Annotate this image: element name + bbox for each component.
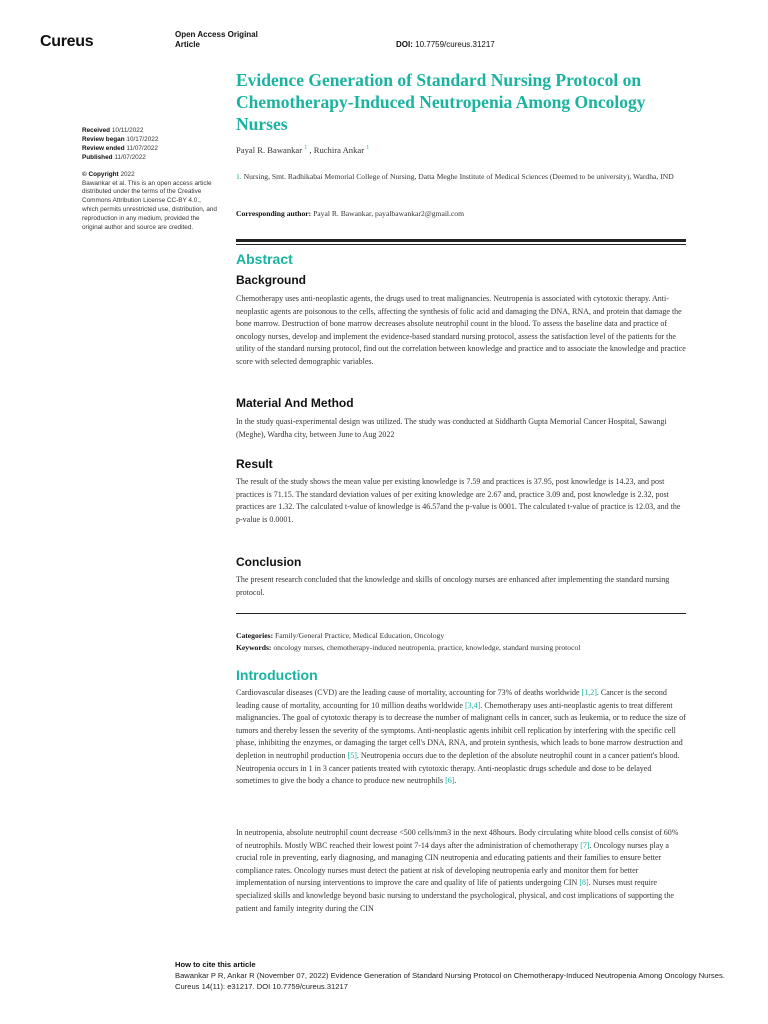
intro-text: Cardiovascular diseases (CVD) are the leading cause of mortality, accounting for 73% of deaths worldwide [236,688,582,697]
how-to-cite [175,960,735,992]
categories-block [236,630,696,653]
intro-text: . [454,776,457,786]
affiliation-marker: 1 [366,145,370,152]
introduction-heading: Introduction [236,667,318,683]
citation-link[interactable]: [3,4] [464,700,481,710]
citation-link[interactable]: [8] [579,878,589,888]
result-heading: Result [236,457,273,471]
intro-text: . Nurses must require specialized skills and knowledge beyond basic nursing to understand the psychological, physical, and cost implications of supporting the patient and family integrity during the CIN [236,878,674,913]
abstract-bottom-rule [236,613,686,614]
background-heading: Background [236,273,307,287]
doi-label: DOI: [396,40,413,49]
published-row [82,154,217,163]
intro-text: . Oncology nurses play a crucial role in preventing, early diagnosing, and managing CIN neutropenia and educating patients and their families to ensure better compliance rates. Oncology nurses must detect the patient at risk of developing neutropenia early and monitor them for better implementation of nursing interventions to improve the care and quality of life of patients undergoing CIN [236,840,669,888]
introduction-paragraph-1 [236,687,686,788]
copyright-label: © Copyright [82,170,119,178]
article-type [175,30,285,50]
review-began-label: Review began [82,135,125,143]
review-began-row [82,136,217,145]
corresponding-label: Corresponding author: [236,209,312,218]
corresponding-value: Payal R. Bawankar, payalbawankar2@gmail.com [311,209,465,218]
intro-text: . Cancer is the second leading cause of mortality, accounting for 10 million deaths worldwide [236,688,667,710]
review-ended-row [82,145,217,154]
author-name[interactable]: Payal R. Bawankar [236,145,303,155]
corresponding-author [236,209,464,218]
received-label: Received [82,127,111,134]
method-heading: Material And Method [236,396,354,410]
background-text: Chemotherapy uses anti-neoplastic agents, the drugs used to treat malignancies. Neutropenia is associated with cytotoxic therapy. Anti-neoplastic agents are poisonous to the cells, affecting the synthesis of folic acid and damaging the DNA, RNA, and protein that damage the bone marrow. Destruction of bone marrow decreases absolute neutrophil count in the blood. To assess the baseline data and practice of oncology nurses, develop and implement the evidence-based standard nursing protocol, assess the satisfaction level of the patients for the utility of the standard nursing protocol, find out the correlation between knowledge and practice and to associate the knowledge and practice score with selected demographic variables. [236,294,686,366]
affiliation [236,171,686,182]
published-label: Published [82,153,113,161]
keywords-label: Keywords: [236,642,272,652]
article-type-line1: Open Access Original [175,30,258,39]
how-to-cite-heading: How to cite this article [175,960,256,969]
abstract-top-rule-thin [236,244,686,245]
article-history-sidebar [82,127,217,233]
result-text: The result of the study shows the mean value per existing knowledge is 7.59 and practices is 37.95, post knowledge is 14.23, and post practices is 71.15. The standard deviation values of per exiting knowledge are 2.67 and, practice 3.09 and, post knowledge is 2.32, post practices are 1.32. The calculated t-value of knowledge is 46.57and the p-value is 0001. The calculated t-value of practice is 12.03, and the p-value is 0.0001. [236,477,681,524]
intro-text: In neutropenia, absolute neutrophil count decrease <500 cells/mm3 in the next 48hours. Body circulating white blood cells consist of 60% of neutrophils. Mostly WBC reached their lowest point 7-14 days after the administration of chemotherapy [236,828,679,850]
how-to-cite-text: Bawankar P R, Ankar R (November 07, 2022) Evidence Generation of Standard Nursing Protocol on Chemotherapy-Induced Neutropenia Among Oncology Nurses. Cureus 14(11): e31217. DOI 10.7759/cureus.31217 [175,971,725,991]
copyright-row [82,171,217,180]
citation-link[interactable]: [5] [347,750,357,760]
conclusion-text: The present research concluded that the knowledge and skills of oncology nurses are enhanced after implementing the standard nursing protocol. [236,575,670,597]
keywords-row [236,642,696,654]
doi-value[interactable]: 10.7759/cureus.31217 [415,40,495,49]
article-title: Evidence Generation of Standard Nursing Protocol on Chemotherapy-Induced Neutropenia Among Oncology Nurses [236,70,646,134]
abstract-heading: Abstract [236,251,293,267]
copyright-year: 2022 [120,170,135,178]
review-ended-date: 11/07/2022 [126,144,158,152]
author-list [236,145,369,155]
header-doi [396,40,495,49]
review-ended-label: Review ended [82,144,125,152]
citation-link[interactable]: [7] [580,840,590,850]
license-text: Bawankar et al. This is an open access article distributed under the terms of the Creative Commons Attribution License CC-BY 4.0., which permits unrestricted use, distribution, and reproduction in any medium, provided the original author and source are credited. [82,179,217,232]
intro-text: . Neutropenia occurs due to the depletion of the absolute neutrophil count in a cancer patient's blood. Neutropenia occurs in 1 in 3 cancer patients treated with cytotoxic therapy. Anti-neoplastic drugs schedule and dose to be delayed sometimes to give the body a chance to produce new neutrophils [236,750,680,786]
abstract-top-rule [236,239,686,242]
review-began-date: 10/17/2022 [126,135,159,143]
categories-label: Categories: [236,631,274,640]
received-row [82,127,217,136]
journal-logo[interactable]: Cureus [40,33,94,50]
introduction-paragraph-2 [236,827,686,915]
method-text: In the study quasi-experimental design was utilized. The study was conducted at Siddharth Gupta Memorial Cancer Hospital, Sawangi (Meghe), Wardha city, between June to Aug 2022 [236,417,667,439]
received-date: 10/11/2022 [111,127,144,134]
article-type-line2: Article [175,40,200,49]
affiliation-number: 1. [236,172,242,181]
author-name[interactable]: Ruchira Ankar [313,145,365,155]
affiliation-text: Nursing, Smt. Radhikabai Memorial College of Nursing, Datta Meghe Institute of Medical Sciences (Deemed to be university), Wardha, IND [241,172,674,181]
published-date: 11/07/2022 [114,153,146,161]
categories-value: Family/General Practice, Medical Education, Oncology [273,631,445,640]
author-separator: , [307,145,314,155]
conclusion-heading: Conclusion [236,555,302,569]
affiliation-marker: 1 [304,145,308,152]
citation-link[interactable]: [1,2] [581,688,597,697]
keywords-value: oncology nurses, chemotherapy-induced neutropenia, practice, knowledge, standard nursing protocol [271,642,581,652]
intro-text: . Chemotherapy uses anti-neoplastic agents to treat different malignancies. The goal of cytotoxic therapy is to decrease the number of malignant cells in cancer, such as leukemia, or to reduce the size of tumors and thereby lessen the severity of the symptoms. Anti-neoplastic agents inhibit cell replication by interfering with the specific cell phase, inhibiting the enzymes, or damaging the target cell's DNA, RNA, and protein synthesis, which leads to bone marrow destruction and depletion in neutrophil production [236,700,686,760]
categories-row [236,630,696,642]
citation-link[interactable]: [6] [445,776,455,786]
